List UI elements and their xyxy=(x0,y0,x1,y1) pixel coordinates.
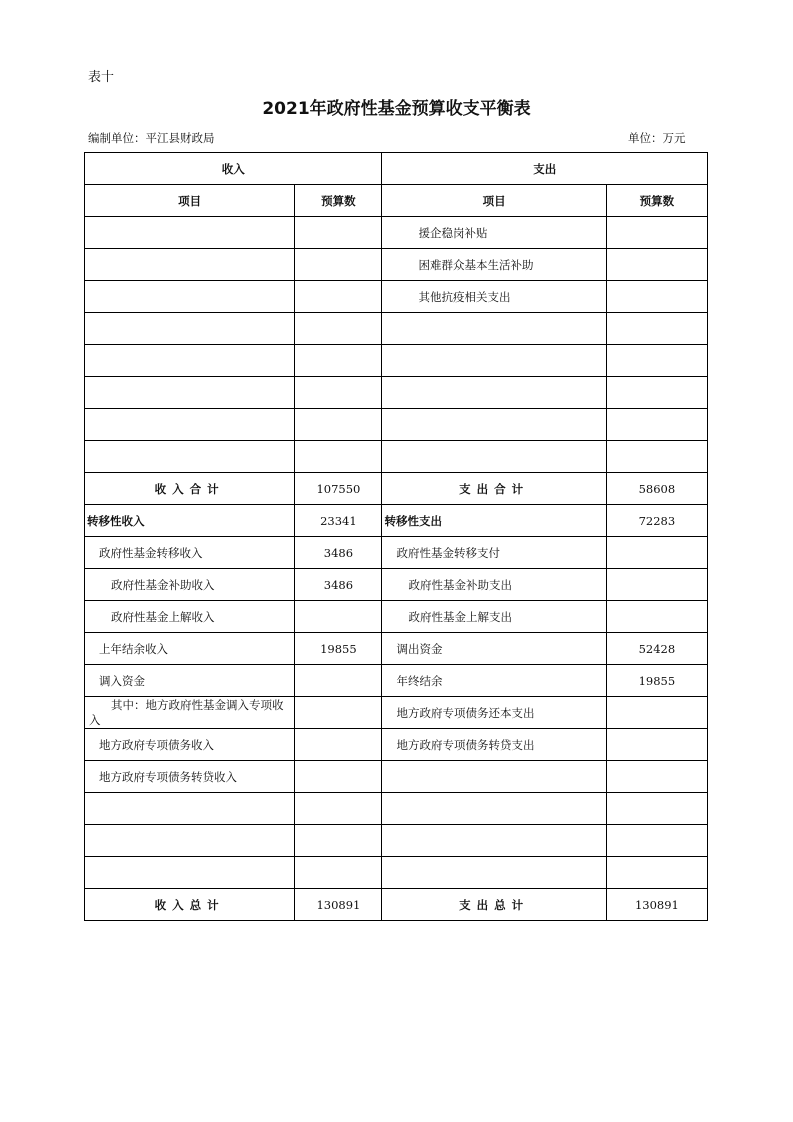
expense-value xyxy=(606,313,707,345)
expense-budget-header: 预算数 xyxy=(606,185,707,217)
income-value: 23341 xyxy=(295,505,382,537)
income-total-value: 130891 xyxy=(295,889,382,921)
income-item: 政府性基金上解收入 xyxy=(85,601,295,633)
sheet-label: 表十 xyxy=(88,70,115,85)
expense-item: 调出资金 xyxy=(382,633,606,665)
table-row xyxy=(85,249,708,281)
table-row xyxy=(85,569,708,601)
expense-item xyxy=(382,857,606,889)
table-row xyxy=(85,729,708,761)
income-value xyxy=(295,345,382,377)
income-value xyxy=(295,729,382,761)
expense-value: 72283 xyxy=(606,505,707,537)
expense-value xyxy=(606,441,707,473)
table-row xyxy=(85,665,708,697)
expense-value xyxy=(606,697,707,729)
income-value xyxy=(295,793,382,825)
expense-value xyxy=(606,409,707,441)
income-item: 政府性基金转移收入 xyxy=(85,537,295,569)
table-row xyxy=(85,313,708,345)
table-row xyxy=(85,441,708,473)
table-row xyxy=(85,601,708,633)
income-total-label: 收入总计 xyxy=(85,889,295,921)
expense-total-value: 130891 xyxy=(606,889,707,921)
compiling-unit: 编制单位：平江县财政局 xyxy=(88,131,215,145)
table-row xyxy=(85,857,708,889)
income-item xyxy=(85,345,295,377)
income-item xyxy=(85,825,295,857)
income-value xyxy=(295,697,382,729)
income-subtotal-value: 107550 xyxy=(295,473,382,505)
income-section-header: 收入 xyxy=(85,153,382,185)
income-item xyxy=(85,377,295,409)
page-title: 2021年政府性基金预算收支平衡表 xyxy=(262,99,531,119)
expense-item xyxy=(382,793,606,825)
income-value xyxy=(295,377,382,409)
income-item: 上年结余收入 xyxy=(85,633,295,665)
expense-value: 52428 xyxy=(606,633,707,665)
income-subtotal-label: 收入合计 xyxy=(85,473,295,505)
section-header-row xyxy=(85,153,708,185)
expense-item: 援企稳岗补贴 xyxy=(382,217,606,249)
table-row xyxy=(85,537,708,569)
table-row xyxy=(85,825,708,857)
expense-item xyxy=(382,441,606,473)
expense-item: 地方政府专项债务转贷支出 xyxy=(382,729,606,761)
income-item xyxy=(85,857,295,889)
expense-subtotal-value: 58608 xyxy=(606,473,707,505)
expense-value xyxy=(606,217,707,249)
expense-value xyxy=(606,729,707,761)
expense-item: 政府性基金上解支出 xyxy=(382,601,606,633)
table-row xyxy=(85,281,708,313)
expense-value xyxy=(606,761,707,793)
income-item-header: 项目 xyxy=(85,185,295,217)
expense-value xyxy=(606,857,707,889)
income-item: 地方政府专项债务转贷收入 xyxy=(85,761,295,793)
income-value xyxy=(295,281,382,313)
income-value xyxy=(295,441,382,473)
income-item xyxy=(85,313,295,345)
expense-value xyxy=(606,825,707,857)
table-row xyxy=(85,633,708,665)
table-row xyxy=(85,345,708,377)
expense-value xyxy=(606,793,707,825)
currency-unit: 单位：万元 xyxy=(628,131,686,145)
column-header-row xyxy=(85,185,708,217)
expense-item: 政府性基金转移支付 xyxy=(382,537,606,569)
expense-item xyxy=(382,761,606,793)
table-row xyxy=(85,409,708,441)
income-budget-header: 预算数 xyxy=(295,185,382,217)
income-value xyxy=(295,313,382,345)
expense-value xyxy=(606,377,707,409)
income-value: 3486 xyxy=(295,569,382,601)
income-item xyxy=(85,281,295,313)
income-item: 地方政府专项债务收入 xyxy=(85,729,295,761)
income-item xyxy=(85,249,295,281)
balance-table xyxy=(84,152,708,921)
expense-item-header: 项目 xyxy=(382,185,606,217)
expense-value xyxy=(606,345,707,377)
grand-total-row xyxy=(85,889,708,921)
income-item xyxy=(85,441,295,473)
expense-total-label: 支出总计 xyxy=(382,889,606,921)
income-value xyxy=(295,665,382,697)
income-value xyxy=(295,217,382,249)
table-row xyxy=(85,761,708,793)
income-item xyxy=(85,793,295,825)
expense-value xyxy=(606,249,707,281)
expense-item xyxy=(382,345,606,377)
expense-item: 困难群众基本生活补助 xyxy=(382,249,606,281)
expense-item xyxy=(382,313,606,345)
income-item: 其中：地方政府性基金调入专项收入 xyxy=(85,697,295,729)
income-value: 19855 xyxy=(295,633,382,665)
income-value xyxy=(295,825,382,857)
expense-value xyxy=(606,281,707,313)
expense-value xyxy=(606,601,707,633)
expense-item: 地方政府专项债务还本支出 xyxy=(382,697,606,729)
table-row xyxy=(85,697,708,729)
income-value xyxy=(295,601,382,633)
income-item xyxy=(85,217,295,249)
income-value xyxy=(295,761,382,793)
expense-item xyxy=(382,825,606,857)
expense-value: 19855 xyxy=(606,665,707,697)
expense-subtotal-label: 支出合计 xyxy=(382,473,606,505)
expense-value xyxy=(606,569,707,601)
table-row xyxy=(85,217,708,249)
table-row xyxy=(85,505,708,537)
table-row xyxy=(85,377,708,409)
income-value xyxy=(295,409,382,441)
income-item: 转移性收入 xyxy=(85,505,295,537)
income-item: 调入资金 xyxy=(85,665,295,697)
expense-section-header: 支出 xyxy=(382,153,708,185)
expense-item xyxy=(382,409,606,441)
expense-item: 转移性支出 xyxy=(382,505,606,537)
income-value xyxy=(295,857,382,889)
income-value xyxy=(295,249,382,281)
expense-item: 其他抗疫相关支出 xyxy=(382,281,606,313)
subtotal-row xyxy=(85,473,708,505)
table-row xyxy=(85,793,708,825)
expense-item: 年终结余 xyxy=(382,665,606,697)
expense-item xyxy=(382,377,606,409)
income-value: 3486 xyxy=(295,537,382,569)
income-item: 政府性基金补助收入 xyxy=(85,569,295,601)
expense-value xyxy=(606,537,707,569)
expense-item: 政府性基金补助支出 xyxy=(382,569,606,601)
income-item xyxy=(85,409,295,441)
